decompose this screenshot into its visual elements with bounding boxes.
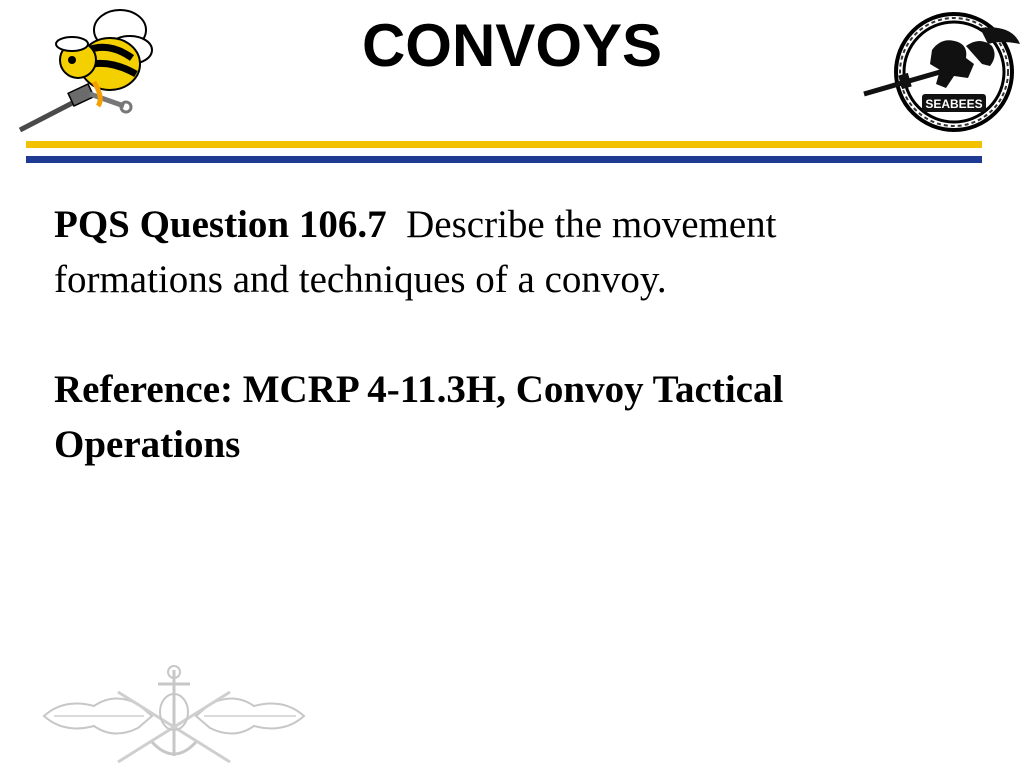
question-paragraph bbox=[54, 197, 954, 307]
scw-insignia-watermark-icon bbox=[34, 662, 314, 768]
seabees-emblem-text: SEABEES bbox=[925, 97, 983, 111]
slide-body bbox=[54, 197, 954, 472]
reference-paragraph: Reference: MCRP 4-11.3H, Convoy Tactical Operations bbox=[54, 368, 784, 466]
question-label: PQS Question 106.7 bbox=[54, 203, 387, 246]
question-text: Describe the movement formations and techniques of a convoy. bbox=[54, 203, 777, 301]
header-rule-gold bbox=[26, 141, 982, 148]
header-rule-blue bbox=[26, 156, 982, 163]
slide-title: CONVOYS bbox=[361, 12, 663, 79]
seabee-combat-logo-icon bbox=[862, 6, 1022, 136]
